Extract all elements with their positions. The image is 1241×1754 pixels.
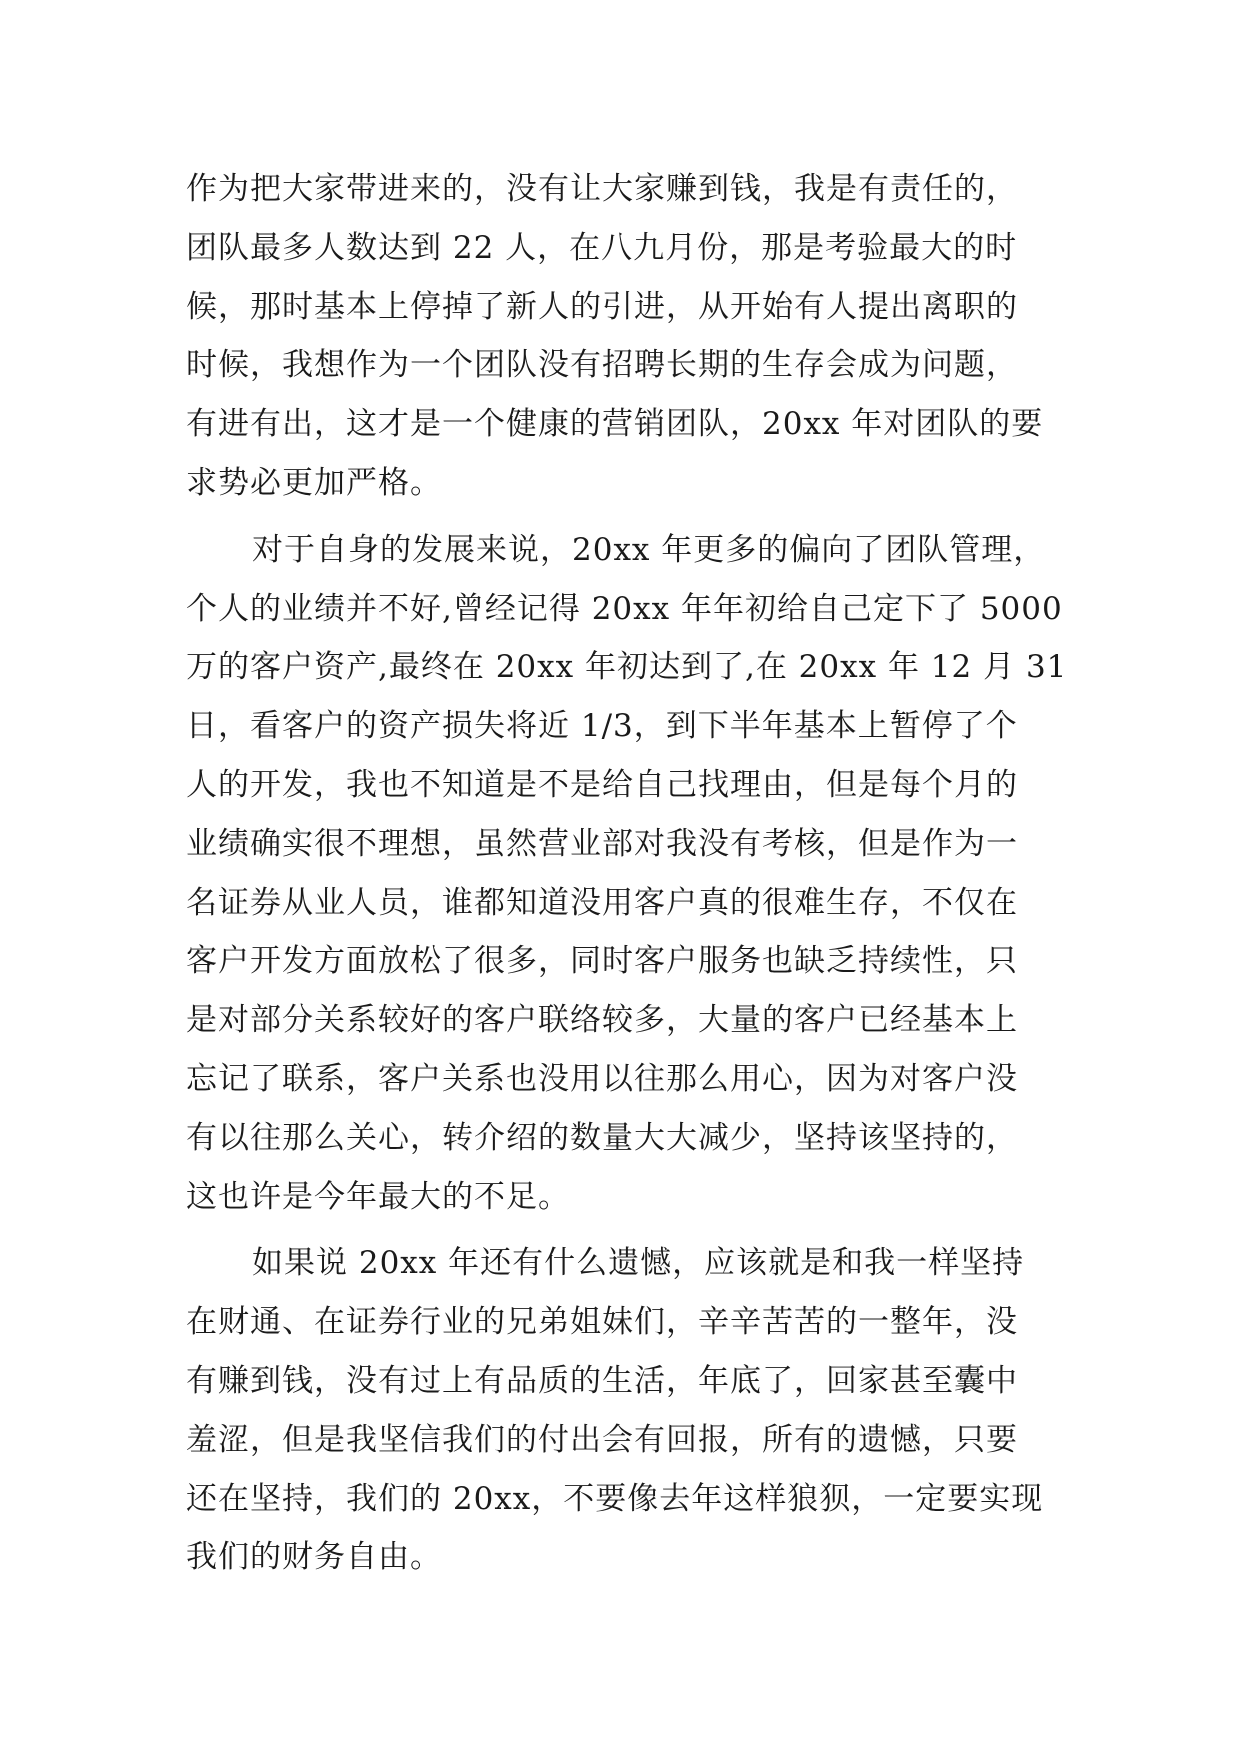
- paragraph-line: 名证券从业人员，谁都知道没用客户真的很难生存，不仅在: [186, 884, 1018, 921]
- paragraph-line: 万的客户资产,最终在 20xx 年初达到了,在 20xx 年 12 月 31: [186, 649, 1068, 686]
- paragraph-line: 还在坚持，我们的 20xx，不要像去年这样狼狈，一定要实现: [186, 1480, 1044, 1517]
- paragraph-line: 有赚到钱，没有过上有品质的生活，年底了，回家甚至囊中: [186, 1362, 1018, 1399]
- paragraph-spacer: [186, 513, 1066, 521]
- paragraph-line: 候，那时基本上停掉了新人的引进，从开始有人提出离职的: [186, 288, 1018, 325]
- paragraph-line: 有以往那么关心，转介绍的数量大大减少，坚持该坚持的，: [186, 1119, 1018, 1156]
- paragraph-line: 羞涩，但是我坚信我们的付出会有回报，所有的遗憾，只要: [186, 1421, 1018, 1458]
- paragraph-line: 个人的业绩并不好,曾经记得 20xx 年年初给自己定下了 5000: [186, 590, 1063, 627]
- paragraph-spacer: [186, 1226, 1066, 1234]
- paragraph-line: 有进有出，这才是一个健康的营销团队，20xx 年对团队的要: [186, 406, 1044, 443]
- paragraph-line: 对于自身的发展来说，20xx 年更多的偏向了团队管理，: [252, 531, 1046, 568]
- paragraph-line: 求势必更加严格。: [186, 464, 442, 501]
- paragraph-line: 忘记了联系，客户关系也没用以往那么用心，因为对客户没: [186, 1060, 1018, 1097]
- document-body: [186, 160, 1066, 1587]
- paragraph-line: 人的开发，我也不知道是不是给自己找理由，但是每个月的: [186, 766, 1018, 803]
- paragraph-line: 业绩确实很不理想，虽然营业部对我没有考核，但是作为一: [186, 825, 1018, 862]
- paragraph-3: [186, 1234, 1066, 1587]
- paragraph-line: 日，看客户的资产损失将近 1/3，到下半年基本上暂停了个: [186, 708, 1018, 745]
- paragraph-line: 我们的财务自由。: [186, 1539, 442, 1576]
- paragraph-line: 时候，我想作为一个团队没有招聘长期的生存会成为问题，: [186, 347, 1018, 384]
- paragraph-line: 团队最多人数达到 22 人，在八九月份，那是考验最大的时: [186, 229, 1018, 266]
- paragraph-line: 这也许是今年最大的不足。: [186, 1178, 570, 1215]
- paragraph-line: 作为把大家带进来的，没有让大家赚到钱，我是有责任的，: [186, 171, 1018, 207]
- paragraph-line: 是对部分关系较好的客户联络较多，大量的客户已经基本上: [186, 1002, 1018, 1039]
- paragraph-line: 客户开发方面放松了很多，同时客户服务也缺乏持续性，只: [186, 943, 1018, 980]
- paragraph-1: [186, 160, 1066, 513]
- paragraph-2: [186, 521, 1066, 1227]
- paragraph-line: 在财通、在证券行业的兄弟姐妹们，辛辛苦苦的一整年，没: [186, 1304, 1018, 1341]
- paragraph-line: 如果说 20xx 年还有什么遗憾，应该就是和我一样坚持: [252, 1245, 1025, 1282]
